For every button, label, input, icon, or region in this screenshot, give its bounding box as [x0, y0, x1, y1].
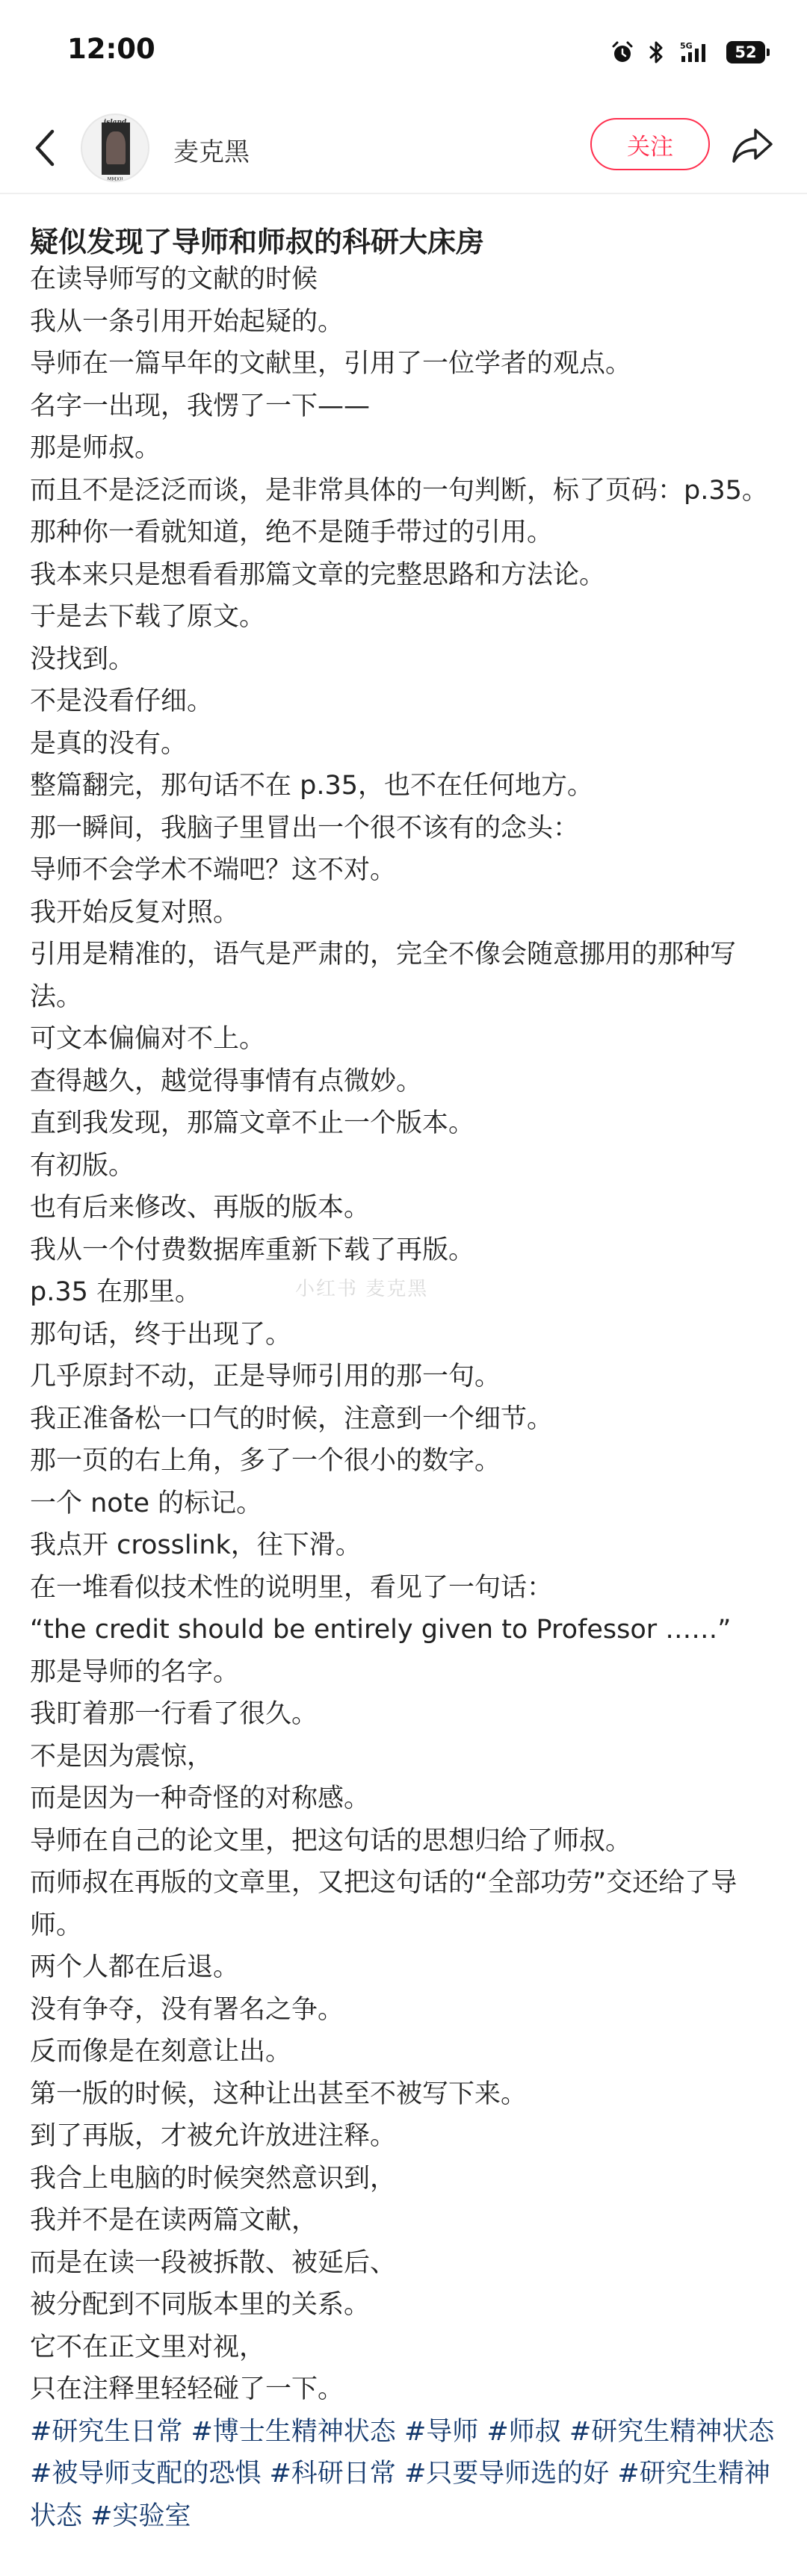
post-line: 我盯着那一行看了很久。	[30, 1699, 318, 1729]
post-line: 那是师叔。	[30, 433, 161, 463]
post-line: 我点开 crosslink，往下滑。	[30, 1530, 362, 1560]
post-line: 也有后来修改、再版的版本。	[30, 1193, 371, 1223]
post-title: 疑似发现了导师和师叔的科研大床房	[30, 226, 485, 259]
status-time: 12:00	[67, 33, 155, 65]
post-line: 可文本偏偏对不上。	[30, 1024, 266, 1054]
post-line: 而是在读一段被拆散、被延后、	[30, 2247, 397, 2278]
post-line: 我开始反复对照。	[30, 897, 240, 928]
post-line: 而师叔在再版的文章里，又把这句话的“全部功劳”交还给了导师。	[30, 1868, 738, 1940]
author-name[interactable]: 麦克黑	[173, 137, 250, 167]
back-arrow-icon	[31, 127, 58, 172]
post-line: 而且不是泛泛而谈，是非常具体的一句判断，标了页码：p.35。	[30, 475, 768, 506]
post-line: 没找到。	[30, 644, 135, 674]
author-avatar[interactable]	[81, 114, 149, 182]
post-line: 是真的没有。	[30, 728, 188, 759]
post-line: 一个 note 的标记。	[30, 1488, 263, 1518]
post-line: 反而像是在刻意让出。	[30, 2037, 292, 2067]
share-button[interactable]	[728, 122, 777, 172]
post-line: 我从一条引用开始起疑的。	[30, 306, 344, 337]
post-line: 它不在正文里对视，	[30, 2332, 266, 2362]
hashtag-link[interactable]: #只要导师选的好	[404, 2459, 610, 2489]
post-line: 我并不是在读两篇文献，	[30, 2206, 318, 2235]
post-line: 名字一出现，我愣了一下——	[30, 391, 371, 421]
back-button[interactable]	[22, 125, 67, 173]
status-icons	[610, 36, 765, 69]
post-line: 不是因为震惊，	[30, 1741, 214, 1772]
follow-label: 关注	[627, 133, 673, 161]
post-line: 那句话，终于出现了。	[30, 1319, 292, 1350]
battery-icon	[726, 41, 765, 63]
post-body	[30, 258, 781, 2537]
watermark: 小红书 麦克黑	[295, 1278, 429, 1300]
battery-level: 52	[735, 43, 757, 61]
hashtag-link[interactable]: #师叔	[486, 2416, 561, 2447]
bluetooth-icon	[649, 40, 665, 65]
avatar-image	[102, 122, 130, 175]
status-bar	[0, 0, 807, 105]
post-line: 到了再版，才被允许放进注释。	[30, 2121, 397, 2151]
post-line: 第一版的时候，这种让出甚至不被写下来。	[30, 2079, 528, 2109]
header-divider	[0, 193, 807, 194]
post-line: 直到我发现，那篇文章不止一个版本。	[30, 1108, 475, 1138]
post-line: 几乎原封不动，正是导师引用的那一句。	[30, 1362, 501, 1391]
post-line: 查得越久，越觉得事情有点微妙。	[30, 1066, 423, 1096]
post-line: 导师不会学术不端吧？这不对。	[30, 855, 397, 885]
post-line: 而是因为一种奇怪的对称感。	[30, 1784, 371, 1813]
hashtag-link[interactable]: #研究生精神状态	[569, 2416, 775, 2447]
follow-button[interactable]	[590, 118, 710, 170]
post-line: 有初版。	[30, 1150, 135, 1181]
post-line: 那种你一看就知道，绝不是随手带过的引用。	[30, 518, 554, 547]
post-line: 我正准备松一口气的时候，注意到一个细节。	[30, 1403, 554, 1434]
hashtag-link[interactable]: #研究生精神状态	[30, 2459, 770, 2531]
post-line: 被分配到不同版本里的关系。	[30, 2290, 371, 2320]
share-icon	[730, 125, 775, 169]
post-line: 两个人都在后退。	[30, 1952, 240, 1982]
hashtag-link[interactable]: #导师	[404, 2416, 479, 2447]
post-line: 我合上电脑的时候突然意识到，	[30, 2163, 397, 2194]
post-line: 整篇翻完，那句话不在 p.35，也不在任何地方。	[30, 771, 594, 801]
post-line: 我本来只是想看看那篇文章的完整思路和方法论。	[30, 559, 606, 590]
hashtag-link[interactable]: #实验室	[90, 2501, 191, 2531]
hashtag-link[interactable]: #被导师支配的恐惧	[30, 2459, 262, 2489]
post-line: 导师在自己的论文里，把这句话的思想归给了师叔。	[30, 1825, 632, 1856]
post-line: 没有争夺，没有署名之争。	[30, 1994, 344, 2025]
post-line: 我从一个付费数据库重新下载了再版。	[30, 1235, 475, 1265]
post-lines	[30, 258, 781, 2411]
post-line: 那是导师的名字。	[30, 1657, 240, 1687]
avatar-text-bottom: MMXII	[107, 176, 123, 182]
signal-icon	[678, 40, 713, 65]
post-line: 于是去下载了原文。	[30, 602, 266, 632]
post-header	[0, 105, 807, 194]
post-tags	[30, 2411, 781, 2538]
post-line: 在一堆看似技术性的说明里，看见了一句话：	[30, 1572, 554, 1603]
svg-text:5G: 5G	[680, 41, 693, 51]
hashtag-link[interactable]: #科研日常	[269, 2459, 396, 2489]
post-line: 那一瞬间，我脑子里冒出一个很不该有的念头：	[30, 813, 580, 843]
post-line: “the credit should be entirely given to Professor ……”	[30, 1615, 732, 1645]
post-line: 只在注释里轻轻碰了一下。	[30, 2374, 344, 2404]
post-line: 不是没看仔细。	[30, 686, 214, 716]
post-line: 导师在一篇早年的文献里，引用了一位学者的观点。	[30, 349, 632, 379]
hashtag-link[interactable]: #博士生精神状态	[191, 2416, 396, 2447]
alarm-icon	[610, 40, 635, 65]
post-line: p.35 在那里。	[30, 1277, 202, 1307]
post-line: 引用是精准的，语气是严肃的，完全不像会随意挪用的那种写法。	[30, 940, 737, 1012]
post-line: 那一页的右上角，多了一个很小的数字。	[30, 1446, 501, 1476]
post-line: 在读导师写的文献的时候	[30, 264, 318, 294]
hashtag-link[interactable]: #研究生日常	[30, 2416, 183, 2447]
